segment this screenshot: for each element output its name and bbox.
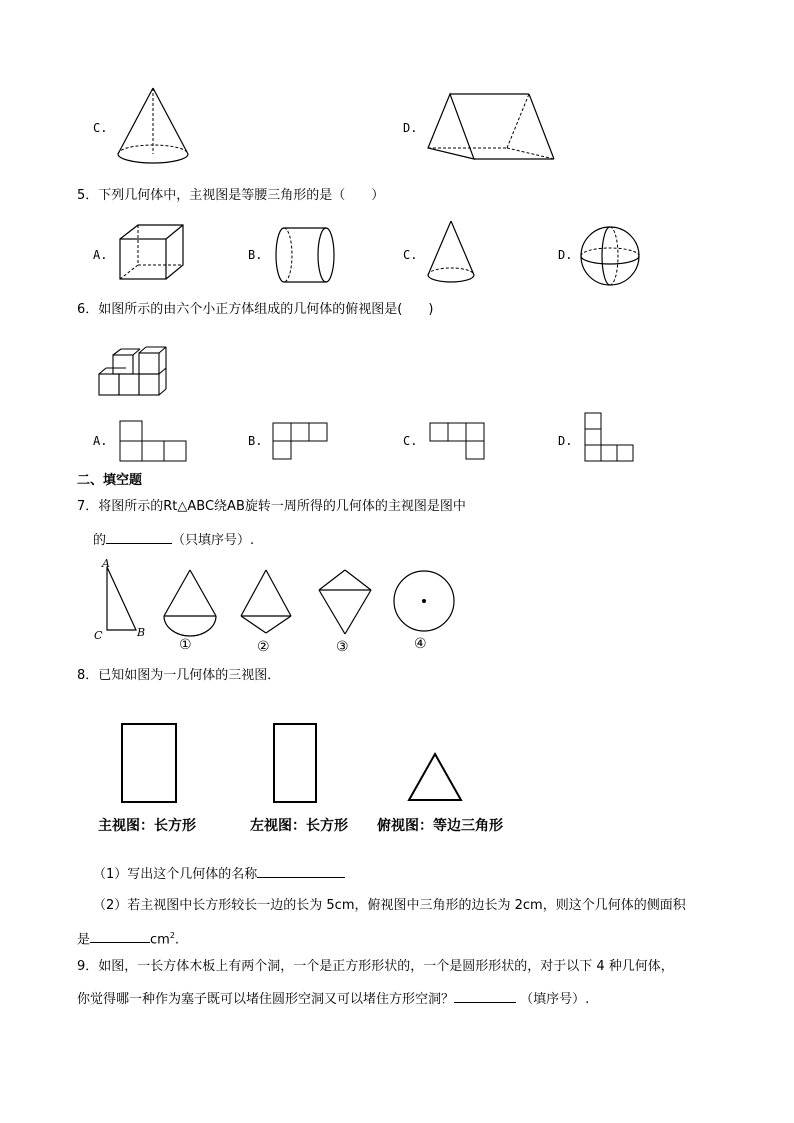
caption-top-view: 俯视图：等边三角形 — [377, 818, 503, 834]
six-cubes-figure — [96, 343, 172, 399]
triangular-prism-figure — [424, 88, 559, 166]
q4-option-c-label: C. — [93, 121, 108, 135]
q8-sub1 — [93, 865, 345, 883]
question-7-line1: 7．将图所示的Rt△ABC绕AB旋转一周所得的几何体的主视图是图中 — [77, 499, 466, 514]
question-5-text: 5．下列几何体中，主视图是等腰三角形的是（ ） — [77, 188, 385, 203]
question-9-line2-suffix: （填序号）. — [520, 992, 590, 1007]
answer-blank-q9[interactable] — [454, 990, 516, 1003]
q8-sub2-line2-prefix: 是 — [77, 932, 91, 948]
q6-option-d-view — [583, 411, 637, 465]
cone-figure-q4c — [112, 84, 194, 166]
q4-option-d-label: D. — [403, 121, 418, 135]
vertex-label-a: A — [102, 557, 110, 570]
caption-left-view: 左视图：长方形 — [250, 818, 348, 834]
section-2-title: 二、填空题 — [77, 473, 143, 488]
q8-sub2-line2 — [77, 928, 179, 948]
q5-option-a-label: A. — [93, 248, 108, 262]
question-7-line2-suffix: （只填序号）. — [172, 533, 255, 548]
option-2-figure — [237, 566, 295, 638]
q6-option-a-label: A. — [93, 434, 108, 448]
answer-blank-q8-1[interactable] — [257, 865, 345, 878]
q5-option-d-label: D. — [558, 248, 573, 262]
q8-sub2-line1: （2）若主视图中长方形较长一边的长为 5cm，俯视图中三角形的边长为 2cm，则这个几何体的侧面积 — [93, 898, 686, 913]
question-8-text: 8．已知如图为一几何体的三视图． — [77, 668, 281, 683]
option-number-2: ② — [257, 639, 270, 655]
question-9-line2-prefix: 你觉得哪一种作为塞子既可以堵住圆形空洞又可以堵住方形空洞？ — [77, 992, 455, 1007]
q8-sub1-text: （1）写出这个几何体的名称 — [93, 867, 258, 882]
sphere-figure — [578, 224, 642, 288]
q5-option-b-label: B. — [248, 248, 263, 262]
q8-sub2-unit: cm — [150, 932, 170, 948]
cube-figure — [117, 222, 187, 284]
question-7-line2-prefix: 的 — [93, 533, 107, 548]
q6-option-d-label: D. — [558, 434, 573, 448]
q6-option-b-label: B. — [248, 434, 263, 448]
cone-figure-q5c — [424, 218, 478, 286]
q6-option-b-view — [271, 421, 331, 463]
answer-blank-q7[interactable] — [106, 531, 172, 544]
q8-sub2-sup: 2 — [169, 931, 175, 940]
vertex-label-c: C — [94, 629, 103, 642]
q6-option-c-view — [428, 421, 488, 463]
option-number-4: ④ — [414, 636, 427, 652]
vertex-label-b: B — [137, 626, 146, 639]
question-9-line2 — [77, 990, 589, 1008]
option-number-1: ① — [179, 637, 192, 653]
option-4-figure — [390, 568, 458, 636]
q8-sub2-end: . — [174, 932, 180, 948]
question-7-line2 — [93, 531, 254, 549]
cylinder-figure — [270, 225, 338, 287]
front-view-rectangle — [118, 720, 180, 806]
question-6-text: 6．如图所示的由六个小正方体组成的几何体的俯视图是( ) — [77, 302, 434, 317]
q6-option-a-view — [118, 419, 188, 465]
caption-front-view: 主视图：长方形 — [98, 818, 196, 834]
option-3-figure — [315, 566, 375, 638]
q6-option-c-label: C. — [403, 434, 418, 448]
question-9-line1: 9．如图，一长方体木板上有两个洞，一个是正方形形状的，一个是圆形形状的，对于以下 4 种几何体， — [77, 959, 674, 974]
q5-option-c-label: C. — [403, 248, 418, 262]
option-number-3: ③ — [336, 639, 349, 655]
option-1-figure — [160, 566, 220, 638]
left-view-rectangle — [270, 720, 320, 806]
answer-blank-q8-2[interactable] — [90, 930, 150, 943]
top-view-triangle — [405, 750, 465, 804]
